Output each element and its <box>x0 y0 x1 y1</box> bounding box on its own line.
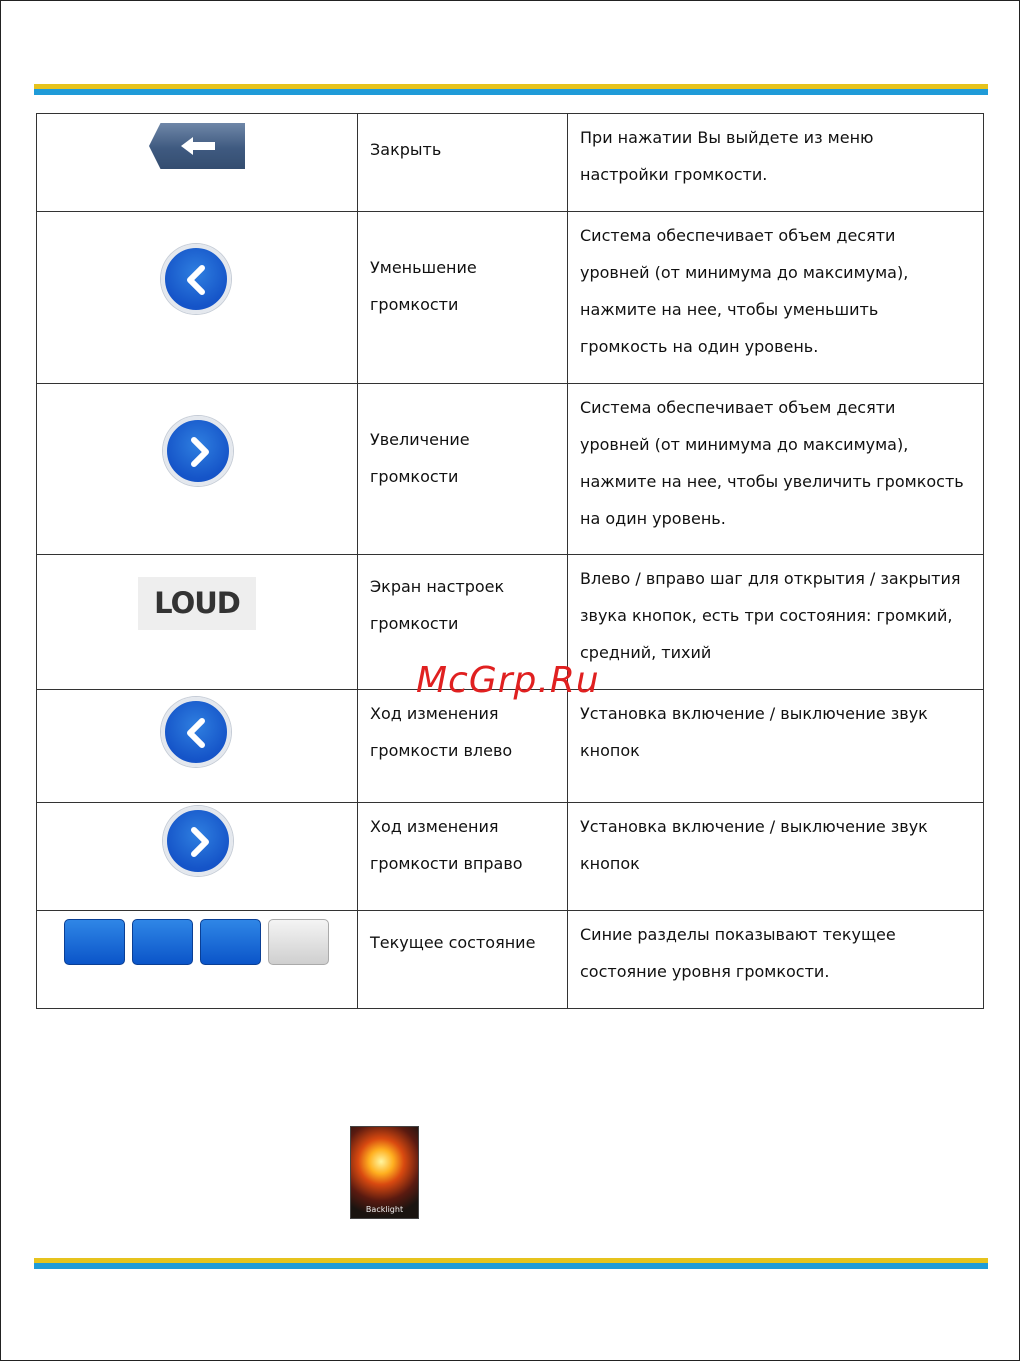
volume-level-segment <box>132 919 193 965</box>
backlight-label: Backlight <box>365 1205 404 1214</box>
chevron-left-icon <box>161 697 231 767</box>
table-row <box>37 911 984 1009</box>
table-row <box>37 803 984 911</box>
footer-stripe <box>34 1258 988 1269</box>
row-description: При нажатии Вы выйдете из меню настройки громкости. <box>580 128 874 184</box>
row-description: Установка включение / выключение звук кнопок <box>580 817 928 873</box>
row-description: Синие разделы показывают текущее состояние уровня громкости. <box>580 925 896 981</box>
back-arrow-icon <box>149 123 245 169</box>
loud-label-icon: LOUD <box>138 577 256 630</box>
row-description: Установка включение / выключение звук кнопок <box>580 704 928 760</box>
volume-controls-table <box>36 113 984 1009</box>
row-name: Экран настроек громкости <box>370 577 505 633</box>
volume-level-bar <box>64 919 334 967</box>
volume-level-segment <box>200 919 261 965</box>
backlight-icon[interactable] <box>350 1126 419 1219</box>
header-stripe <box>34 84 988 95</box>
row-name: Ход изменения громкости вправо <box>370 817 523 873</box>
volume-level-segment <box>268 919 329 965</box>
chevron-left-icon <box>161 244 231 314</box>
row-name: Уменьшение громкости <box>370 258 477 314</box>
chevron-right-icon <box>163 806 233 876</box>
row-name: Закрыть <box>370 140 442 159</box>
table-row <box>37 114 984 212</box>
row-description: Влево / вправо шаг для открытия / закрытия звука кнопок, есть три состояния: громкий, средний, тихий <box>580 569 961 662</box>
volume-level-segment <box>64 919 125 965</box>
table-row <box>37 212 984 384</box>
row-name: Текущее состояние <box>370 933 536 952</box>
table-row <box>37 384 984 555</box>
row-description: Система обеспечивает объем десяти уровней (от минимума до максимума), нажмите на нее, чтобы увеличить громкость на один уровень. <box>580 398 964 528</box>
row-description: Система обеспечивает объем десяти уровней (от минимума до максимума), нажмите на нее, чтобы уменьшить громкость на один уровень. <box>580 226 909 356</box>
table-row <box>37 690 984 803</box>
watermark: McGrp.Ru <box>416 660 600 701</box>
row-name: Ход изменения громкости влево <box>370 704 513 760</box>
row-name: Увеличение громкости <box>370 430 470 486</box>
chevron-right-icon <box>163 416 233 486</box>
